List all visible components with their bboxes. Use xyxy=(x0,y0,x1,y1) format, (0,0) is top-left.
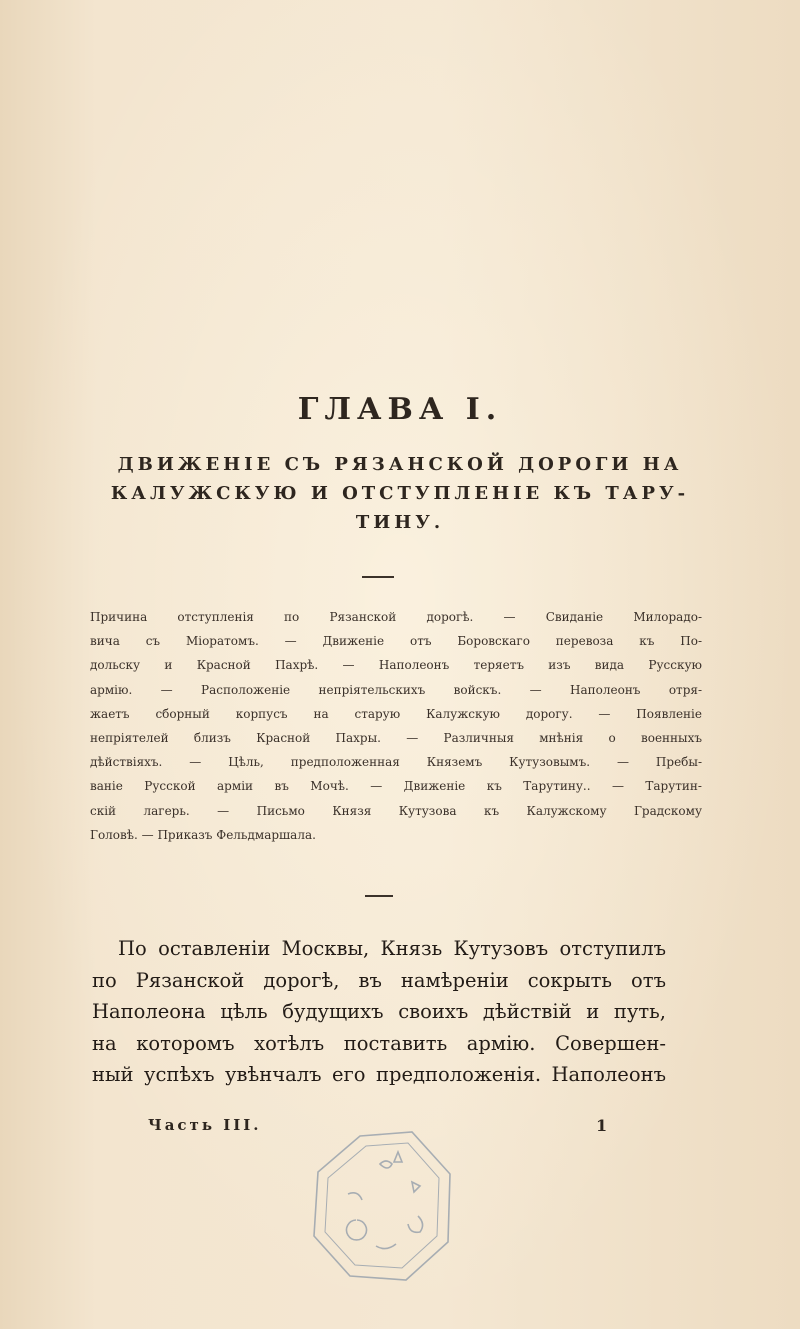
summary-line: армію. — Расположеніе непріятельскихъ войскъ. — Наполеонъ отря- xyxy=(90,682,702,697)
chapter-summary xyxy=(90,605,702,847)
summary-line: дольску и Красной Пахрѣ. — Наполеонъ теряетъ изъ вида Русскую xyxy=(90,658,702,673)
sheet-number: 1 xyxy=(596,1116,608,1135)
subtitle-line: КАЛУЖСКУЮ И ОТСТУПЛЕНІЕ КЪ ТАРУ- xyxy=(110,483,690,504)
body-line: ный успѣхъ увѣнчалъ его предположенія. Наполеонъ xyxy=(92,1063,666,1086)
summary-line: вича съ Міоратомъ. — Движеніе отъ Боровскаго перевоза къ По- xyxy=(90,634,702,649)
summary-line: Головѣ. — Приказъ Фельдмаршала. xyxy=(90,827,316,842)
body-line: Наполеона цѣль будущихъ своихъ дѣйствій и путь, xyxy=(92,1000,666,1023)
chapter-subtitle xyxy=(80,450,720,537)
summary-line: дѣйствіяхъ. — Цѣль, предположенная Княземъ Кутузовымъ. — Пребы- xyxy=(90,755,702,770)
summary-line: непріятелей близъ Красной Пахры. — Различныя мнѣнія о военныхъ xyxy=(90,731,702,746)
subtitle-line: ТИНУ. xyxy=(355,512,445,533)
chapter-title: ГЛАВА I. xyxy=(297,392,503,427)
body-line: на которомъ хотѣлъ поставить армію. Совершен- xyxy=(92,1031,666,1055)
summary-line: скій лагерь. — Письмо Князя Кутузова къ Калужскому Градскому xyxy=(90,803,702,818)
divider-rule xyxy=(362,576,394,578)
body-line: по Рязанской дорогѣ, въ намѣреніи сокрыть отъ xyxy=(92,968,666,992)
divider-rule xyxy=(365,895,393,897)
summary-line: ваніе Русской арміи въ Мочѣ. — Движеніе къ Тарутину.. — Тарутин- xyxy=(90,779,702,794)
library-stamp-icon xyxy=(300,1124,465,1289)
summary-line: Причина отступленія по Рязанской дорогѣ. — Свиданіе Милорадо- xyxy=(90,610,702,624)
summary-line: жаетъ сборный корпусъ на старую Калужскую дорогу. — Появленіе xyxy=(90,706,702,721)
body-line: По оставленіи Москвы, Князь Кутузовъ отступилъ xyxy=(118,937,666,960)
signature-mark: Часть III. xyxy=(148,1116,262,1134)
body-text xyxy=(92,933,666,1091)
subtitle-line: ДВИЖЕНІЕ СЪ РЯЗАНСКОЙ ДОРОГИ НА xyxy=(117,454,683,475)
